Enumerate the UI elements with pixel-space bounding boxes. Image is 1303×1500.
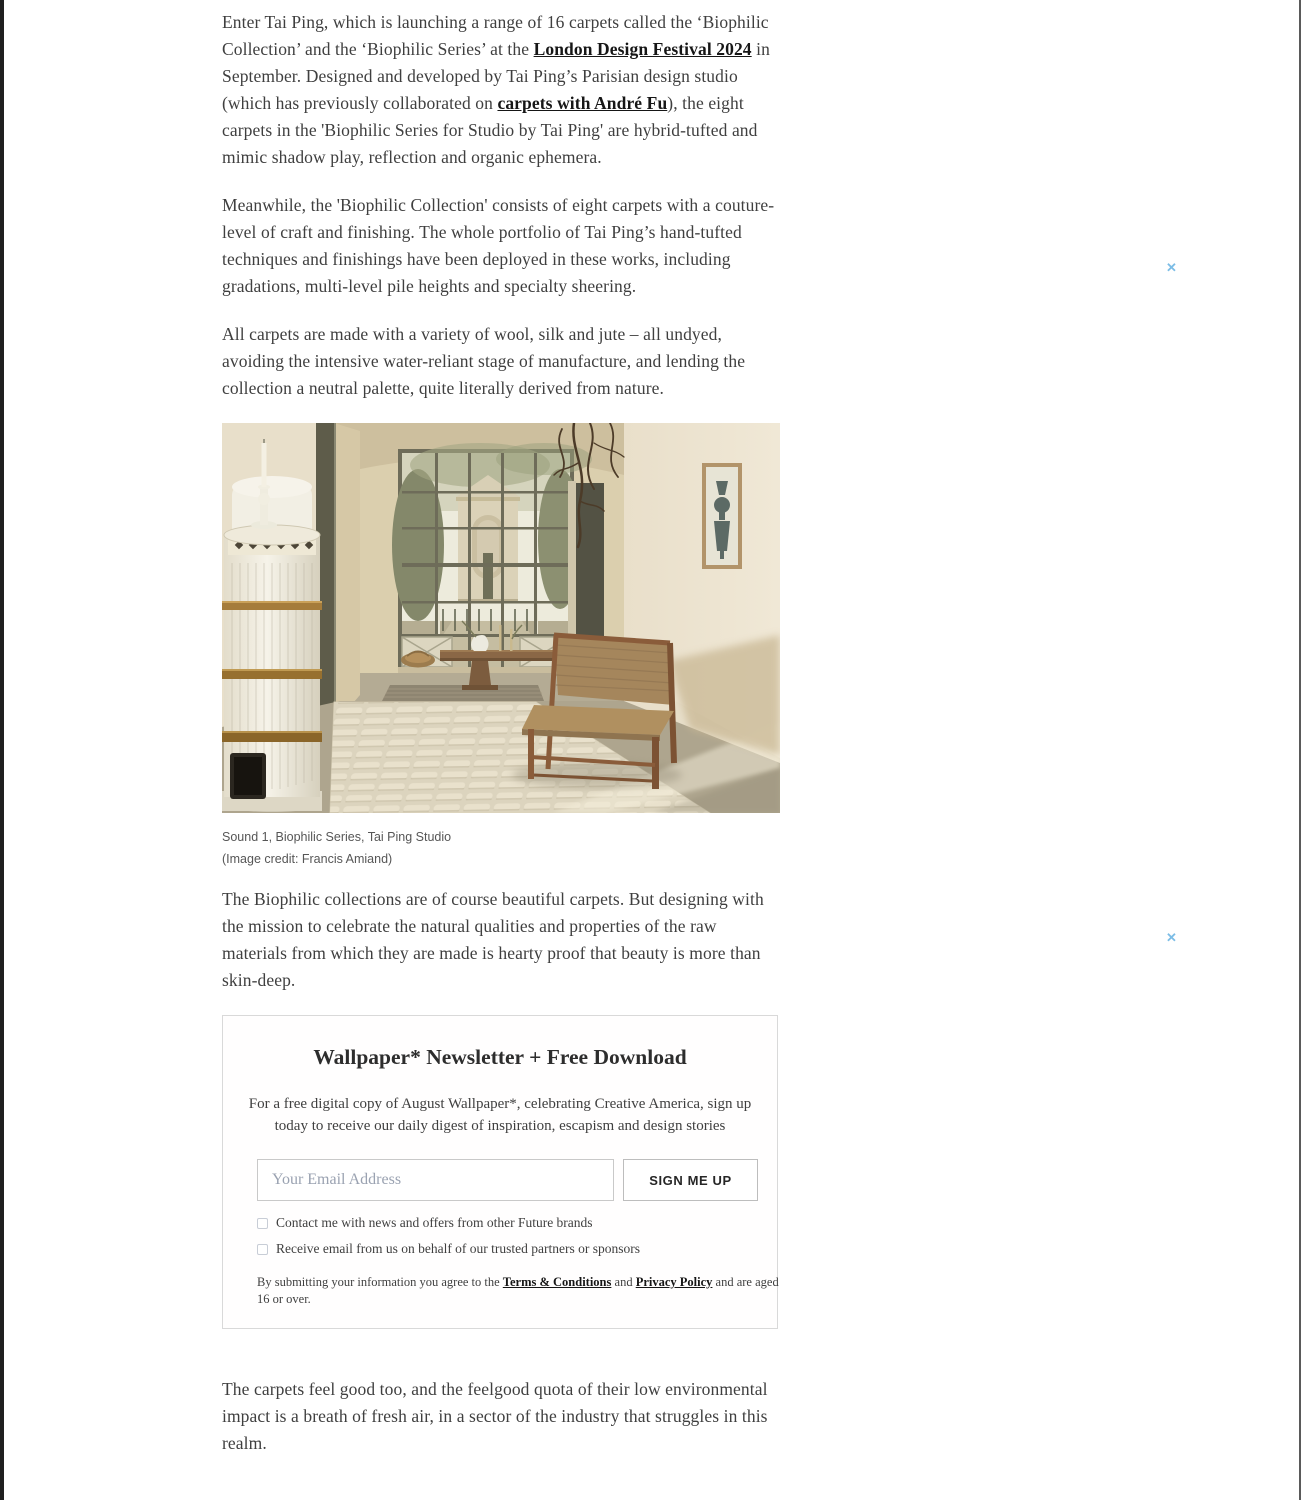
article-paragraph: All carpets are made with a variety of wool, silk and jute – all undyed, avoiding the intensive water-reliant stage of manufacture, and lending the collection a neutral palette, quite literally derived from nature. [222, 324, 746, 398]
framed-artwork [702, 463, 742, 569]
terms-text: and [611, 1275, 636, 1289]
window-right-edge [1299, 0, 1301, 1500]
paragraph-text: Enter Tai Ping, which is launching a range of 16 carpets called the ‘Biophilic Collection’ and the ‘Biophilic Series’ at the [222, 12, 769, 59]
paragraph-text: ), the eight carpets in the 'Biophilic Series for Studio by Tai Ping' are hybrid-tufted and mimic shadow play, reflection and organic ephemera. [222, 93, 758, 167]
optin-brands-label[interactable]: Contact me with news and offers from other Future brands [276, 1215, 593, 1230]
window-left-edge [0, 0, 4, 1500]
interior-photo-illustration [222, 423, 780, 813]
article-paragraph: The carpets feel good too, and the feelgood quota of their low environmental impact is a breath of fresh air, in a sector of the industry that struggles in this realm. [222, 1379, 768, 1453]
newsletter-signup-box [222, 1015, 778, 1329]
terms-conditions-link[interactable]: Terms & Conditions [502, 1275, 612, 1289]
email-input[interactable] [257, 1159, 614, 1201]
article-body [222, 0, 780, 1478]
optin-partners-checkbox[interactable] [257, 1244, 268, 1255]
ad-close-icon[interactable]: ✕ [1166, 930, 1177, 945]
paragraph-text: in September. Designed and developed by Tai Ping’s Parisian design studio (which has previously collaborated on [222, 39, 770, 113]
terms-text: By submitting your information you agree to the [257, 1275, 503, 1289]
optin-partners-row[interactable] [257, 1241, 760, 1257]
sign-me-up-button[interactable]: SIGN ME UP [623, 1159, 758, 1201]
optin-partners-label[interactable]: Receive email from us on behalf of our trusted partners or sponsors [276, 1241, 641, 1256]
link-london-design-festival[interactable]: London Design Festival 2024 [533, 39, 752, 59]
newsletter-form [257, 1159, 758, 1201]
optin-brands-row[interactable] [257, 1215, 760, 1231]
image-caption [222, 826, 780, 870]
ad-close-icon[interactable]: ✕ [1166, 260, 1177, 275]
newsletter-promo-text: For a free digital copy of August Wallpaper*, celebrating Creative America, sign up today to receive our daily digest of inspiration, escapism and design stories [248, 1096, 752, 1134]
newsletter-terms [257, 1274, 779, 1308]
link-carpets-andre-fu[interactable]: carpets with André Fu [497, 93, 668, 113]
optin-brands-checkbox[interactable] [257, 1218, 268, 1229]
article-paragraph: The Biophilic collections are of course beautiful carpets. But designing with the mission to celebrate the natural qualities and properties of the raw materials from which they are made is hearty proof that beauty is more than skin-deep. [222, 889, 764, 990]
ceramic-stove [222, 439, 322, 812]
article-paragraph [222, 9, 780, 171]
article-image [222, 423, 780, 813]
newsletter-title: Wallpaper* Newsletter + Free Download [313, 1045, 687, 1069]
caption-credit: (Image credit: Francis Amiand) [222, 852, 393, 866]
terms-text: and are aged 16 or over. [257, 1275, 779, 1306]
article-paragraph: Meanwhile, the 'Biophilic Collection' consists of eight carpets with a couture-level of craft and finishing. The whole portfolio of Tai Ping’s hand-tufted techniques and finishings have been deployed in these works, including gradations, multi-level pile heights and specialty sheering. [222, 195, 775, 296]
privacy-policy-link[interactable]: Privacy Policy [635, 1275, 713, 1289]
caption-text: Sound 1, Biophilic Series, Tai Ping Studio [222, 830, 452, 844]
